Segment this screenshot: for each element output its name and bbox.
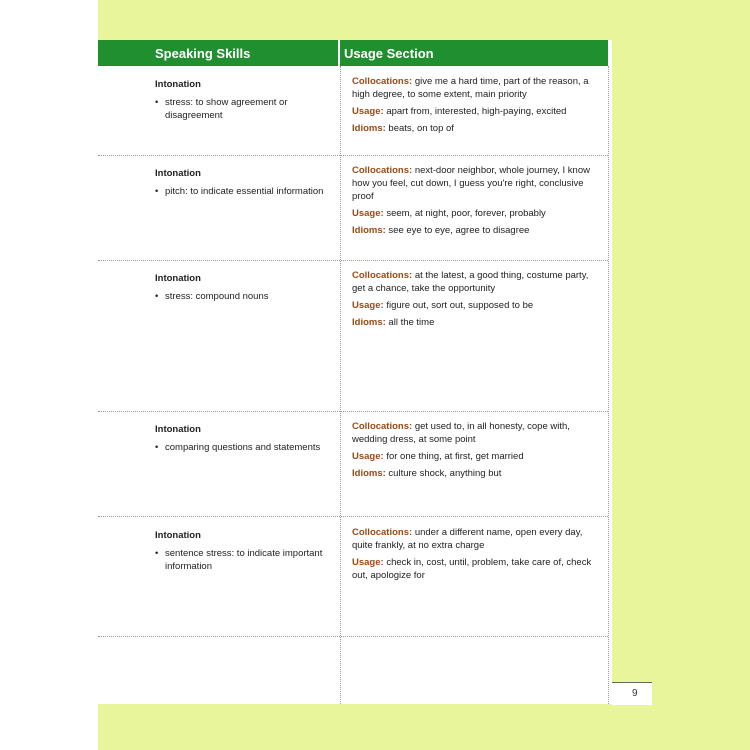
- usage-text: seem, at night, poor, forever, probably: [386, 208, 546, 219]
- usage-line: [352, 105, 602, 118]
- collocations-line: [352, 75, 602, 101]
- bullet-icon: •: [155, 548, 159, 559]
- usage-line: [352, 207, 602, 220]
- row-separator: [98, 411, 608, 412]
- usage-text: for one thing, at first, get married: [386, 451, 524, 462]
- collocations-line: [352, 526, 602, 552]
- skill-bullet: [155, 290, 333, 303]
- row-separator: [98, 260, 608, 261]
- page-number: 9: [632, 688, 638, 699]
- usage-text: figure out, sort out, supposed to be: [386, 300, 534, 311]
- usage-label: Usage:: [352, 557, 384, 568]
- skill-title: Intonation: [155, 79, 201, 90]
- usage-text: check in, cost, until, problem, take care of, check out, apologize for: [352, 557, 592, 581]
- idioms-line: [352, 467, 602, 480]
- skill-text: pitch: to indicate essential information: [165, 186, 324, 197]
- usage-label: Usage:: [352, 106, 384, 117]
- skill-text: stress: to show agreement or disagreement: [165, 97, 288, 121]
- collocations-label: Collocations:: [352, 421, 413, 432]
- skill-bullet: [155, 441, 333, 454]
- skill-bullet: [155, 185, 333, 198]
- collocations-line: [352, 269, 602, 295]
- syllabus-table: [98, 40, 612, 704]
- usage-cell: [352, 75, 602, 139]
- usage-line: [352, 299, 602, 312]
- collocations-label: Collocations:: [352, 76, 413, 87]
- bullet-icon: •: [155, 291, 159, 302]
- row-separator: [98, 516, 608, 517]
- usage-cell: [352, 164, 602, 241]
- speaking-skill-cell: [155, 167, 333, 198]
- usage-text: apart from, interested, high-paying, excited: [386, 106, 567, 117]
- speaking-skill-cell: [155, 78, 333, 122]
- idioms-line: [352, 122, 602, 135]
- usage-cell: [352, 526, 602, 586]
- header-speaking-skills: Speaking Skills: [155, 46, 251, 61]
- collocations-label: Collocations:: [352, 165, 413, 176]
- header-divider: [338, 40, 340, 66]
- usage-cell: [352, 420, 602, 484]
- skill-title: Intonation: [155, 168, 201, 179]
- collocations-line: [352, 420, 602, 446]
- collocations-text: get used to, in all honesty, cope with, wedding dress, at some point: [352, 421, 570, 445]
- row-separator: [98, 155, 608, 156]
- idioms-label: Idioms:: [352, 225, 386, 236]
- idioms-text: see eye to eye, agree to disagree: [388, 225, 530, 236]
- idioms-line: [352, 224, 602, 237]
- idioms-text: beats, on top of: [388, 123, 454, 134]
- bullet-icon: •: [155, 442, 159, 453]
- usage-line: [352, 556, 602, 582]
- usage-label: Usage:: [352, 300, 384, 311]
- table-header: [98, 40, 608, 66]
- bullet-icon: •: [155, 97, 159, 108]
- idioms-text: all the time: [388, 317, 435, 328]
- idioms-line: [352, 316, 602, 329]
- collocations-label: Collocations:: [352, 270, 413, 281]
- collocations-text: under a different name, open every day, quite frankly, at no extra charge: [352, 527, 583, 551]
- skill-title: Intonation: [155, 424, 201, 435]
- idioms-text: culture shock, anything but: [388, 468, 502, 479]
- skill-title: Intonation: [155, 530, 201, 541]
- idioms-label: Idioms:: [352, 317, 386, 328]
- usage-label: Usage:: [352, 451, 384, 462]
- speaking-skill-cell: [155, 423, 333, 454]
- row-separator: [98, 636, 608, 637]
- collocations-line: [352, 164, 602, 203]
- usage-cell: [352, 269, 602, 333]
- column-divider: [340, 66, 341, 704]
- usage-line: [352, 450, 602, 463]
- collocations-text: next-door neighbor, whole journey, I know how you feel, cut down, I guess you're right, conclusive proof: [352, 165, 590, 202]
- skill-bullet: [155, 547, 333, 573]
- collocations-text: at the latest, a good thing, costume party, get a chance, take the opportunity: [352, 270, 589, 294]
- collocations-label: Collocations:: [352, 527, 413, 538]
- skill-text: comparing questions and statements: [165, 442, 321, 453]
- idioms-label: Idioms:: [352, 123, 386, 134]
- skill-bullet: [155, 96, 333, 122]
- skill-title: Intonation: [155, 273, 201, 284]
- speaking-skill-cell: [155, 272, 333, 303]
- usage-label: Usage:: [352, 208, 384, 219]
- right-border: [608, 66, 609, 704]
- header-usage-section: Usage Section: [344, 46, 434, 61]
- collocations-text: give me a hard time, part of the reason, a high degree, to some extent, main priority: [352, 76, 589, 100]
- skill-text: sentence stress: to indicate important information: [165, 548, 323, 572]
- skill-text: stress: compound nouns: [165, 291, 269, 302]
- bullet-icon: •: [155, 186, 159, 197]
- speaking-skill-cell: [155, 529, 333, 573]
- idioms-label: Idioms:: [352, 468, 386, 479]
